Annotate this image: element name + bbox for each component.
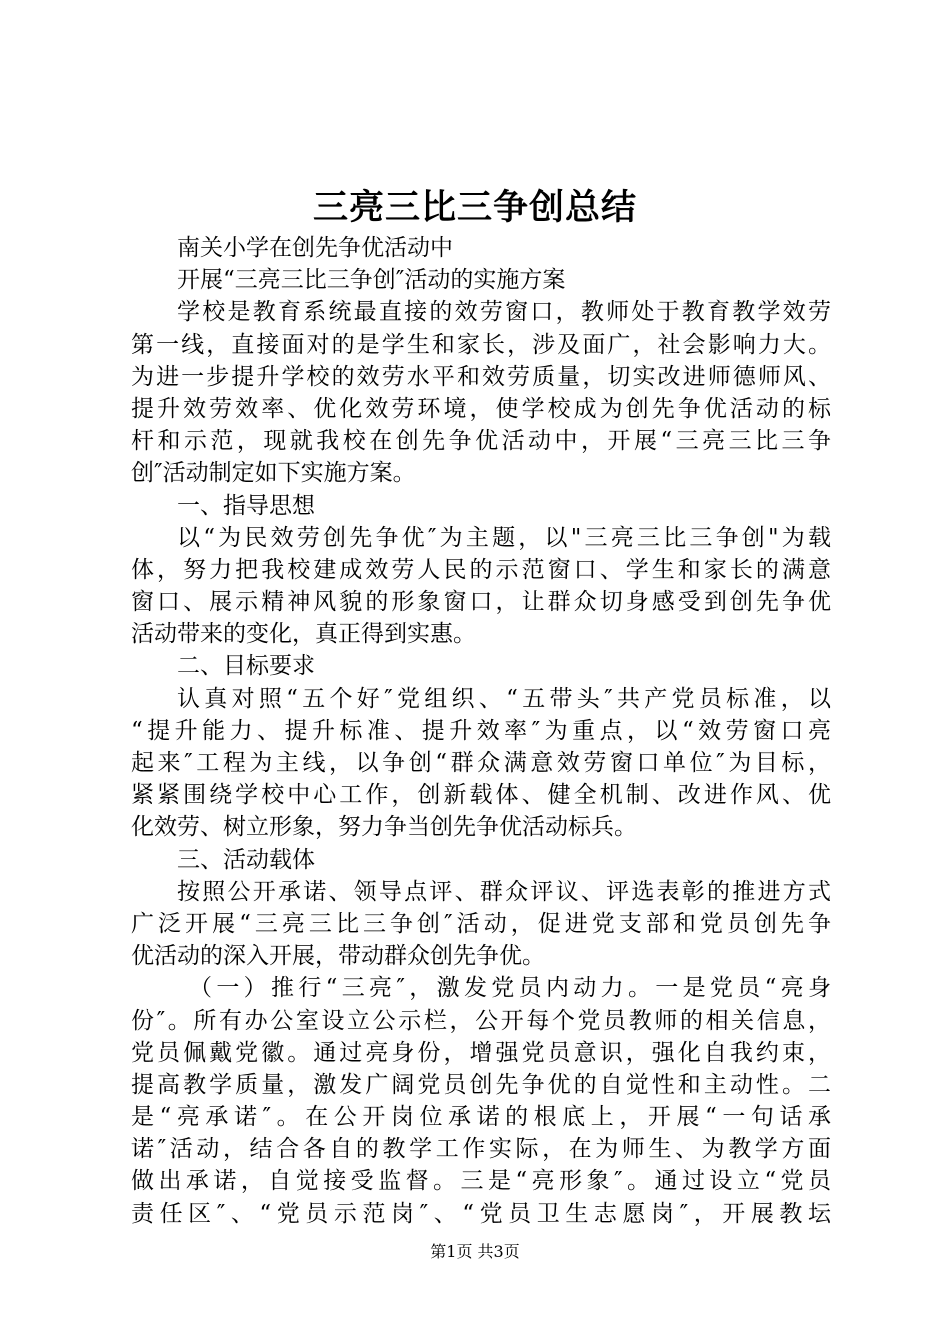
paragraph-line: 提高教学质量，激发广阔党员创先争优的自觉性和主动性。二 bbox=[131, 1071, 831, 1098]
paragraph-line: 第一线，直接面对的是学生和家长，涉及面广，社会影响力大。 bbox=[131, 331, 831, 358]
paragraph-line: 是“亮承诺″。在公开岗位承诺的根底上，开展“一句话承 bbox=[131, 1104, 831, 1131]
paragraph-line: 按照公开承诺、领导点评、群众评议、评选表彰的推进方式 bbox=[177, 878, 831, 905]
paragraph-line: 体，努力把我校建成效劳人民的示范窗口、学生和家长的满意 bbox=[131, 556, 831, 583]
paragraph-line: 南关小学在创先争优活动中 bbox=[177, 235, 453, 261]
paragraph-line: 起来″工程为主线，以争创“群众满意效劳窗口单位″为目标， bbox=[131, 750, 831, 776]
section-heading: 一、指导思想 bbox=[177, 492, 315, 519]
paragraph-line: 紧紧围绕学校中心工作，创新载体、健全机制、改进作风、优 bbox=[131, 782, 831, 809]
paragraph-line: 认真对照“五个好″党组织、“五带头″共产党员标准，以 bbox=[177, 685, 831, 712]
document-body bbox=[131, 232, 831, 1230]
paragraph-line: 广泛开展“三亮三比三争创″活动，促进党支部和党员创先争 bbox=[131, 910, 831, 937]
paragraph-line: 开展“三亮三比三争创″活动的实施方案 bbox=[177, 267, 566, 294]
paragraph-line: 诺″活动，结合各自的教学工作实际，在为师生、为教学方面 bbox=[131, 1136, 831, 1163]
paragraph-line: 提升效劳效率、优化效劳环境，使学校成为创先争优活动的标 bbox=[131, 395, 831, 422]
paragraph-line: 为进一步提升学校的效劳水平和效劳质量，切实改进师德师风、 bbox=[131, 363, 831, 390]
paragraph-line: 化效劳、树立形象，努力争当创先争优活动标兵。 bbox=[131, 814, 637, 841]
paragraph-line: 杆和示范，现就我校在创先争优活动中，开展“三亮三比三争 bbox=[131, 428, 831, 455]
paragraph-line: 责任区″、“党员示范岗″、“党员卫生志愿岗″，开展教坛 bbox=[131, 1200, 831, 1227]
paragraph-line: 以“为民效劳创先争优″为主题，以"三亮三比三争创"为载 bbox=[177, 524, 831, 551]
page-footer: 第1页 共3页 bbox=[430, 1242, 520, 1261]
paragraph-line: 窗口、展示精神风貌的形象窗口，让群众切身感受到创先争优 bbox=[131, 589, 831, 616]
section-heading: 三、活动载体 bbox=[177, 846, 315, 873]
paragraph-line: 党员佩戴党徽。通过亮身份，增强党员意识，强化自我约束， bbox=[131, 1039, 831, 1066]
paragraph-line: 份″。所有办公室设立公示栏，公开每个党员教师的相关信息， bbox=[131, 1007, 831, 1034]
paragraph-line: 学校是教育系统最直接的效劳窗口，教师处于教育教学效劳 bbox=[177, 299, 831, 326]
section-heading: 二、目标要求 bbox=[177, 653, 315, 680]
document-title: 三亮三比三争创总结 bbox=[312, 187, 637, 228]
paragraph-line: （一）推行“三亮″，激发党员内动力。一是党员“亮身 bbox=[189, 975, 831, 1002]
paragraph-line: “提升能力、提升标准、提升效率″为重点，以“效劳窗口亮 bbox=[131, 717, 831, 744]
paragraph-line: 活动带来的变化，真正得到实惠。 bbox=[131, 621, 476, 648]
paragraph-line: 做出承诺，自觉接受监督。三是“亮形象″。通过设立“党员 bbox=[131, 1168, 831, 1195]
paragraph-line: 创″活动制定如下实施方案。 bbox=[131, 460, 416, 487]
paragraph-line: 优活动的深入开展，带动群众创先争优。 bbox=[131, 943, 545, 970]
